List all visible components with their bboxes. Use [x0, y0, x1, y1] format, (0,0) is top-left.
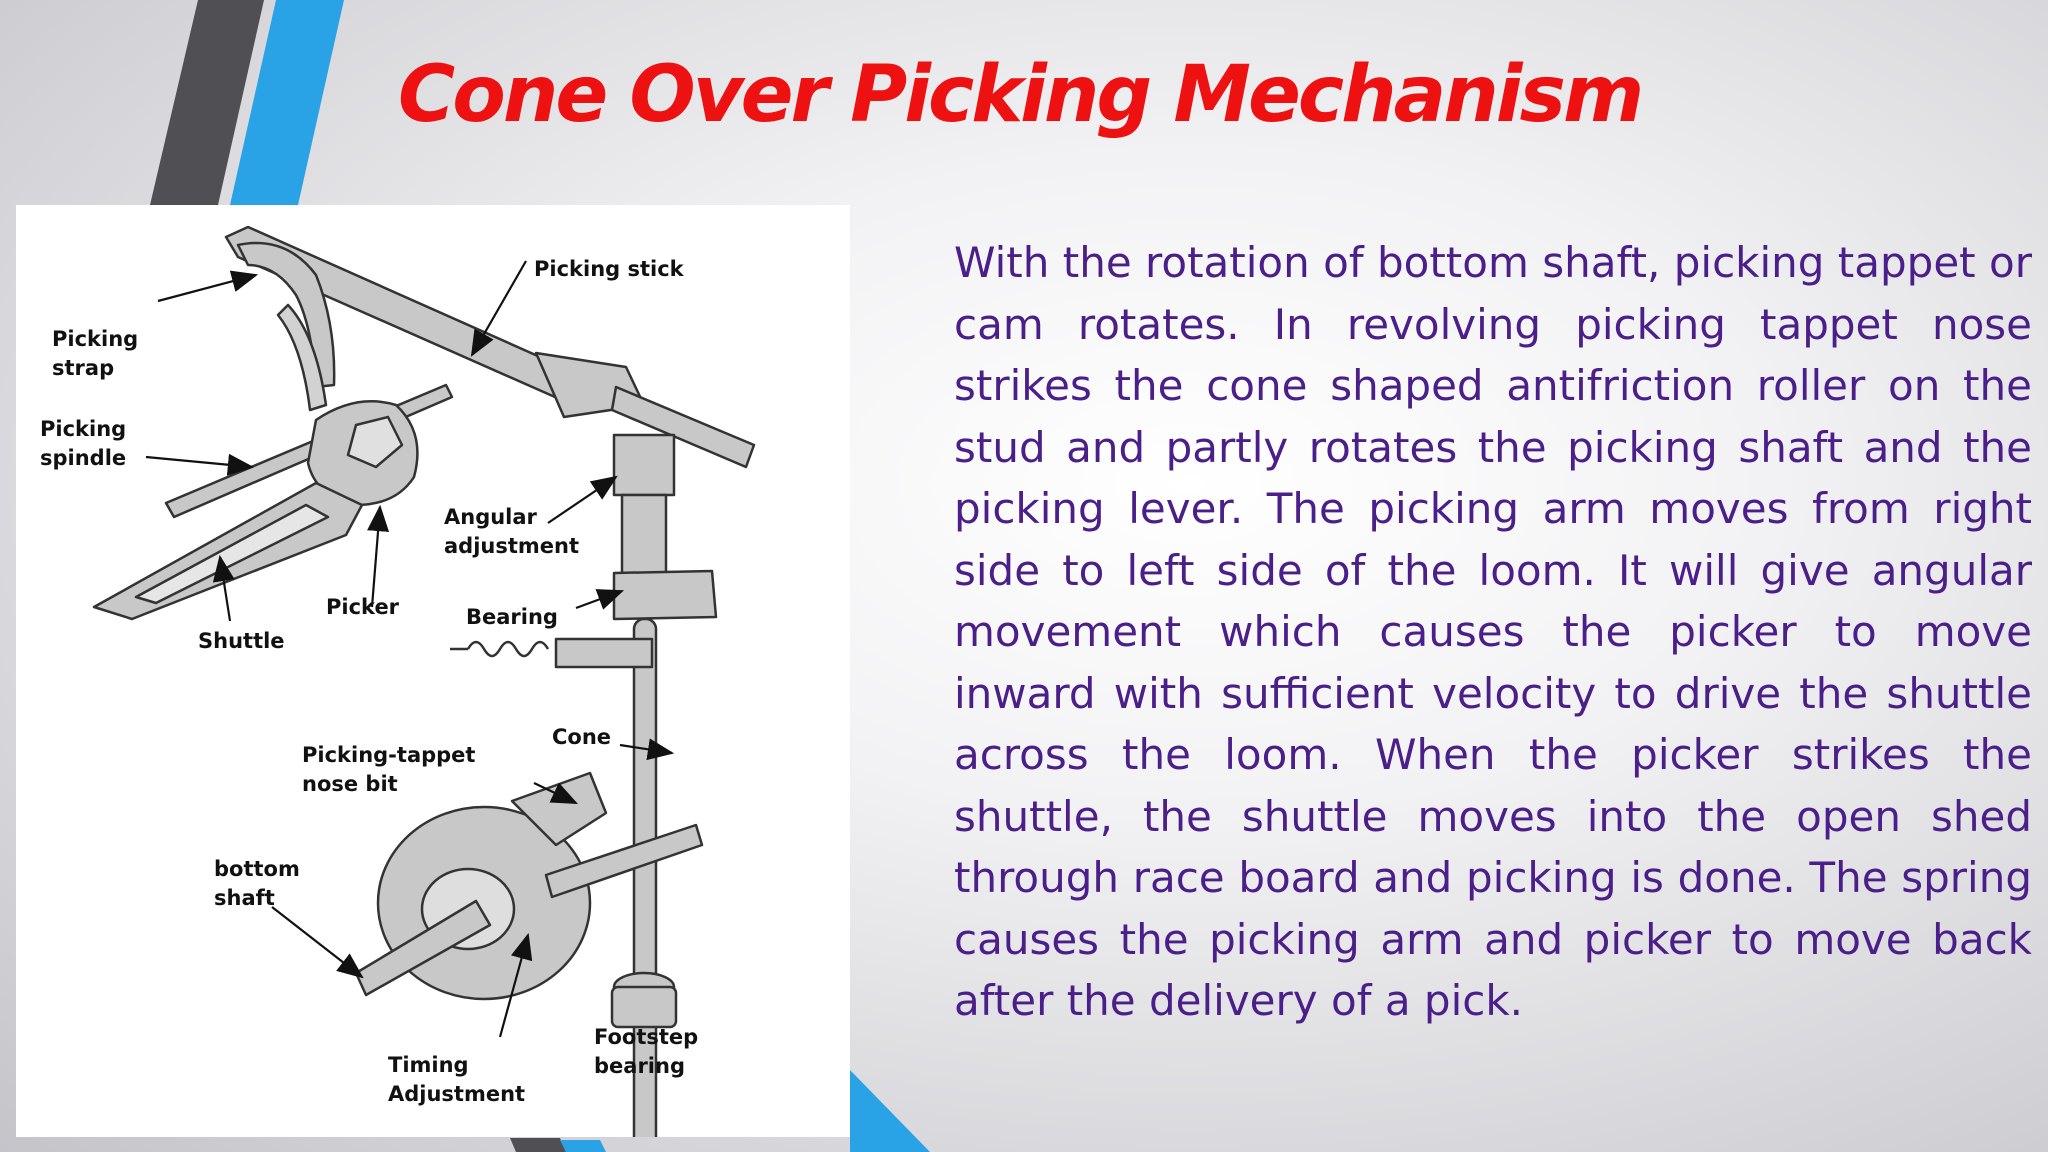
label-angular-adjustment: Angular adjustment	[444, 505, 580, 558]
label-shuttle: Shuttle	[198, 629, 285, 653]
footstep-base	[612, 987, 676, 1027]
blue-bottom-sliver	[560, 1140, 606, 1152]
dark-bottom-stripe	[510, 1138, 566, 1152]
label-picking-tappet-nose-bit: Picking-tappet nose bit	[302, 743, 476, 796]
blue-bottom-stripe	[850, 1070, 930, 1152]
label-picking-strap: Picking strap	[52, 327, 139, 380]
mechanism-diagram	[16, 205, 850, 1137]
label-bottom-shaft: bottom shaft	[214, 857, 300, 910]
label-picking-stick: Picking stick	[534, 257, 684, 281]
label-cone: Cone	[552, 725, 612, 749]
mechanism-drawing	[16, 205, 850, 1137]
label-timing-adjustment: Timing Adjustment	[388, 1053, 526, 1106]
label-footstep-bearing: Footstep bearing	[594, 1025, 699, 1078]
spring	[468, 642, 548, 656]
body-paragraph: With the rotation of bottom shaft, picking tappet or cam rotates. In revolving picking tappet nose strikes the cone shaped antifriction roller on the stud and partly rotates the picking shaft and the picking lever. The picking arm moves from right side to left side of the loom. It will give angular movement which causes the picker to move inward with sufficient velocity to drive the shuttle across the loom. When the picker strikes the shuttle, the shuttle moves into the open shed through race board and picking is done. The spring causes the picking arm and picker to move back after the delivery of a pick.	[954, 238, 2032, 1025]
spring-bracket	[556, 639, 652, 667]
slide-title: Cone Over Picking Mechanism	[398, 50, 1642, 140]
label-picking-spindle: Picking spindle	[40, 417, 127, 470]
label-picker: Picker	[326, 595, 400, 619]
label-bearing: Bearing	[466, 605, 558, 629]
angular-adjustment-block	[614, 435, 674, 495]
bearing-bracket	[614, 571, 716, 619]
